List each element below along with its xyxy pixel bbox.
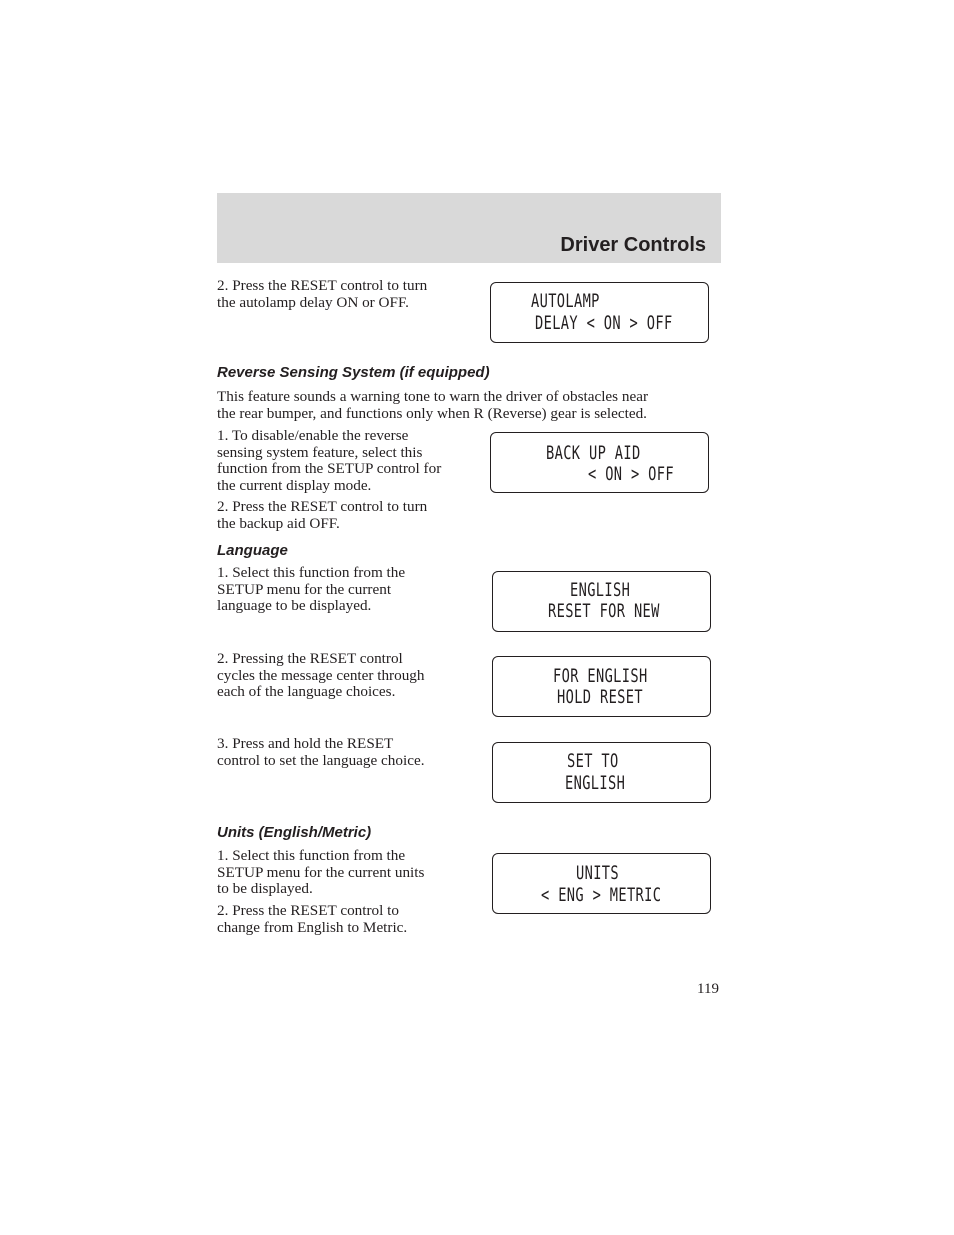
language-display-1-line-2: RESET FOR NEW [548,600,660,622]
language-step-1: 1. Select this function from the SETUP menu for the current language to be displayed. [217,564,406,615]
units-step-1: 1. Select this function from the SETUP menu for the current units to be displayed. [217,847,425,898]
language-heading: Language [217,542,288,559]
language-display-2-line-1: FOR ENGLISH [553,665,648,687]
reverse-step-2: 2. Press the RESET control to turn the backup aid OFF. [217,498,428,532]
language-display-3 [492,742,711,803]
language-step-2: 2. Pressing the RESET control cycles the message center through each of the language choices. [217,650,425,701]
page-number: 119 [697,981,719,997]
backup-aid-display-line-2: < ON > OFF [588,463,674,485]
language-display-1-line-1: ENGLISH [570,579,631,601]
language-display-3-line-2: ENGLISH [565,772,626,794]
reverse-sensing-heading: Reverse Sensing System (if equipped) [217,364,490,381]
language-step-3: 3. Press and hold the RESET control to set the language choice. [217,735,425,769]
language-display-2-line-2: HOLD RESET [557,686,643,708]
language-display-1 [492,571,711,632]
autolamp-display-line-2: DELAY < ON > OFF [535,312,673,334]
units-display [492,853,711,914]
section-title: Driver Controls [560,234,706,256]
autolamp-display-line-1: AUTOLAMP [531,290,600,312]
reverse-step-1: 1. To disable/enable the reverse sensing system feature, select this function from the SETUP control for the current display mode. [217,427,442,494]
language-display-2 [492,656,711,717]
autolamp-step-2: 2. Press the RESET control to turn the autolamp delay ON or OFF. [217,277,428,311]
backup-aid-display [490,432,709,493]
units-display-line-1: UNITS [576,862,619,884]
units-step-2: 2. Press the RESET control to change from English to Metric. [217,902,408,936]
backup-aid-display-line-1: BACK UP AID [546,442,641,464]
reverse-sensing-intro: This feature sounds a warning tone to warn the driver of obstacles near the rear bumper, and functions only when R (Reverse) gear is selected. [217,388,649,422]
language-display-3-line-1: SET TO [567,750,619,772]
section-header [217,193,721,263]
autolamp-display [490,282,709,343]
units-display-line-2: < ENG > METRIC [541,884,662,906]
units-heading: Units (English/Metric) [217,824,372,841]
